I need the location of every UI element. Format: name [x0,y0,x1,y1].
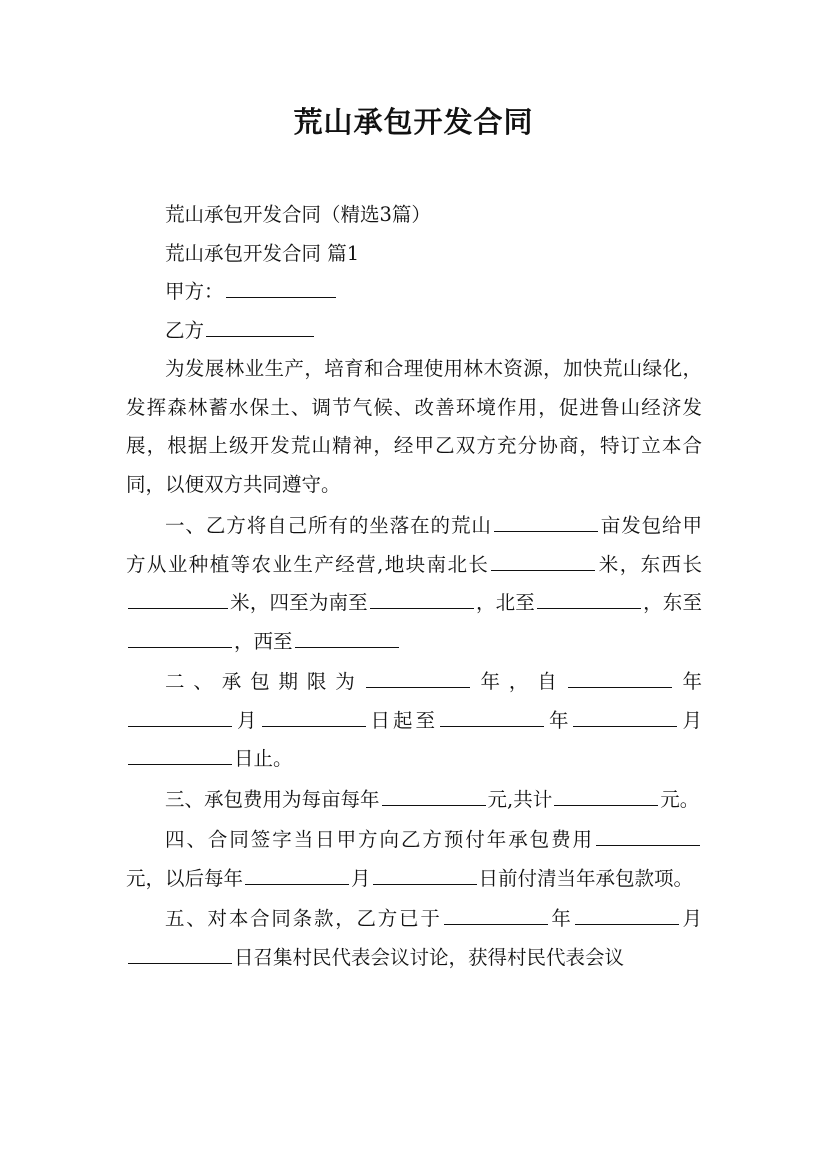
clause-5-text-b: 年 [549,907,573,930]
preamble-paragraph: 为发展林业生产，培育和合理使用林木资源，加快荒山绿化，发挥森林蓄水保土、调节气候、改善环境作用，促进鲁山经济发展，根据上级开发荒山精神，经甲乙双方充分协商，特订立本合同，以便双方共同遵守。 [126,357,702,496]
clause-1-text-b: 亩发包给甲方从业种植等农业生产经营,地块南北长 [126,514,702,576]
clause-2-blank-start-day [262,704,366,727]
party-a-blank [226,275,336,298]
part-heading: 荒山承包开发合同 篇1 [165,241,360,265]
clause-2-blank-end-day [128,742,232,765]
clause-4-blank-day [373,862,477,885]
clause-1-blank-south [370,586,474,609]
clause-3-text-c: 元。 [660,787,700,811]
clause-5 [126,900,702,977]
document-title: 荒山承包开发合同 [293,105,534,139]
clause-3-blank-total [554,783,658,806]
clause-4-text-b: 元，以后每年 [126,866,244,890]
clause-3 [126,781,702,820]
clause-2 [126,663,702,779]
clause-3-text-a: 三、承包费用为每亩每年 [165,787,380,811]
clause-5-blank-day [128,941,232,964]
clause-2-blank-end-month [573,704,677,727]
clause-1 [126,507,702,661]
clause-1-blank-ew-length [128,586,228,609]
party-b-line [126,312,702,351]
clause-2-text-h: 日止。 [234,747,293,770]
intro-line: 荒山承包开发合同（精选3篇） [165,203,431,226]
clause-2-blank-end-year [440,704,544,727]
clause-1-blank-ns-length [491,548,595,571]
clause-2-text-d: 月 [234,708,260,732]
clause-1-text-g: ，西至 [234,629,293,653]
clause-1-text-c: 米，东西长 [597,552,702,576]
clause-2-blank-years [366,665,470,688]
party-b-label: 乙方 [165,318,205,342]
clause-4-blank-prepay [596,823,700,846]
clause-5-blank-year [444,902,548,925]
clause-5-text-c: 月 [680,907,702,930]
clause-2-blank-start-month [128,704,232,727]
clause-1-blank-east [128,625,232,648]
clause-5-text-d: 日召集村民代表会议讨论，获得村民代表会议 [234,945,625,969]
clause-2-text-b: 年，自 [471,670,566,693]
clause-3-text-b: 元,共计 [487,787,553,811]
clause-2-text-c: 年 [673,670,702,693]
clause-2-text-a: 二、承包期限为 [165,670,364,693]
clause-5-text-a: 五、对本合同条款，乙方已于 [165,907,442,930]
clause-4-blank-month [245,862,349,885]
clause-2-text-g: 月 [679,708,702,732]
clause-2-text-e: 日起至 [367,708,438,732]
clause-1-blank-north [537,586,641,609]
clause-2-text-f: 年 [545,708,572,732]
clause-1-text-a: 一、乙方将自己所有的坐落在的荒山 [165,514,492,537]
clause-1-blank-west [295,625,399,648]
clause-4 [126,821,702,898]
clause-2-blank-start-year [568,665,672,688]
clause-1-text-e: ，北至 [475,591,535,614]
party-a-label: 甲方： [165,280,224,303]
document-body [126,196,702,977]
clause-5-blank-month [575,902,679,925]
clause-1-blank-location [494,509,598,532]
clause-4-text-d: 日前付清当年承包款项。 [478,866,694,890]
party-a-line [126,273,702,312]
clause-1-text-d: 米，四至为南至 [230,591,368,614]
clause-4-text-a: 四、合同签字当日甲方向乙方预付年承包费用 [165,828,594,851]
clause-4-text-c: 月 [351,866,371,890]
clause-1-text-f: ，东至 [642,591,702,614]
party-b-blank [206,314,314,337]
clause-3-blank-per-mu [382,783,486,806]
